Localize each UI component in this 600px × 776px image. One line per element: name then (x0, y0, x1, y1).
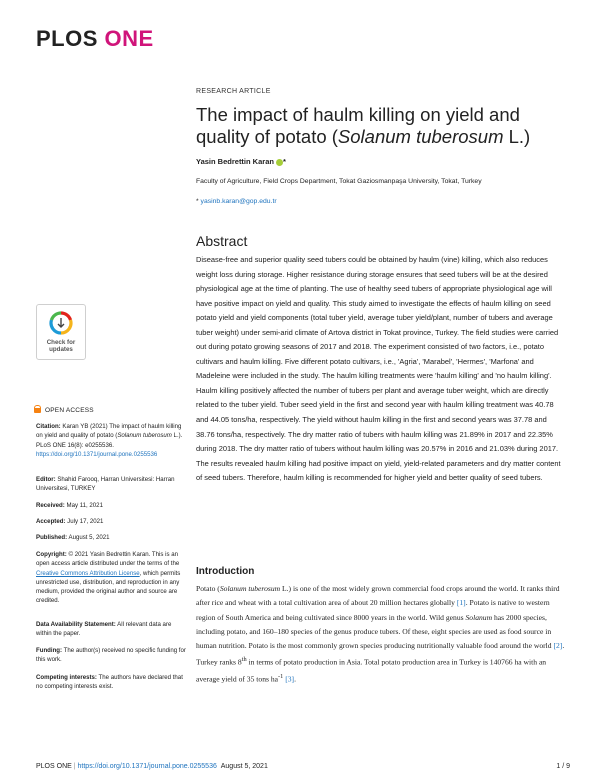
footer-journal: PLOS ONE (36, 763, 72, 770)
reference-link-3[interactable]: [3] (285, 674, 295, 684)
copyright-text-2: , which permits unrestricted use, distribution, and reproduction in any medium, provided the original author and source are credited. (36, 569, 181, 605)
citation-doi-link[interactable]: https://doi.org/10.1371/journal.pone.0255536 (36, 450, 158, 458)
article-type-label: RESEARCH ARTICLE (196, 88, 271, 95)
funding-block (36, 646, 186, 665)
accepted-date: July 17, 2021 (65, 518, 104, 525)
data-availability-block (36, 620, 186, 639)
page-number: 1 / 9 (556, 763, 570, 770)
footer-separator: | (71, 763, 78, 770)
competing-interests-block (36, 673, 186, 692)
intro-text-1: Potato ( (196, 584, 220, 593)
check-label-line2: updates (49, 346, 73, 353)
received-block (36, 501, 186, 510)
data-availability-label: Data Availability Statement: (36, 621, 116, 628)
open-access-lock-icon (34, 405, 41, 411)
citation-label: Citation: (36, 423, 61, 430)
article-title (196, 104, 576, 148)
logo-plos-text: PLOS (36, 26, 98, 51)
correspondence-email-line (196, 198, 277, 205)
editor-block (36, 475, 186, 494)
author-name[interactable]: Yasin Bedrettin Karan (196, 157, 274, 166)
published-block (36, 533, 186, 542)
check-for-updates-badge[interactable] (36, 304, 86, 360)
author-line (196, 157, 286, 166)
copyright-text-1: © 2021 Yasin Bedrettin Karan. This is an open access article distributed under the terms of the (36, 551, 180, 568)
accepted-label: Accepted: (36, 518, 66, 525)
author-affiliation: Faculty of Agriculture, Field Crops Department, Tokat Gaziosmanpaşa University, Tokat, Turkey (196, 178, 482, 185)
published-label: Published: (36, 534, 68, 541)
check-updates-icon (49, 311, 73, 335)
footer-date: August 5, 2021 (220, 763, 268, 770)
data-availability-text: All relevant data are within the paper. (36, 621, 172, 638)
reference-link-2[interactable]: [2] (553, 641, 563, 651)
page-footer (36, 763, 268, 770)
journal-logo (36, 26, 154, 52)
citation-text-2: L.). PLoS ONE 16(8): e0255536. (36, 432, 183, 449)
copyright-block (36, 550, 186, 606)
received-label: Received: (36, 502, 65, 509)
funding-label: Funding: (36, 647, 63, 654)
title-species-italic: Solanum tuberosum (337, 126, 504, 147)
received-date: May 11, 2021 (64, 502, 103, 509)
title-text-start: The impact of haulm killing on yield and quality of potato ( (196, 104, 520, 147)
corresponding-mark: * (282, 157, 286, 166)
intro-text-4: has 2000 species, including potato, and 160–180 species of the genus produce tubers. Of these, eight species are used as food source in human nutrition. Potato is the most commonly grown species producing nutritionally valuable food around the world (196, 612, 554, 651)
open-access-text: OPEN ACCESS (45, 407, 94, 414)
intro-text-2: L.) is one of the most widely grown commercial food crops around the world. It ranks third after rice and wheat with a total cultivation area of about 20 million hectares globally (196, 584, 560, 608)
abstract-body: Disease-free and superior quality seed tubers could be obtained by haulm (vine) killing, which also reduces weight loss during storage. Higher resistance during storage ensures that seed tubers will be at the desired physiological age at the time of planting. The use of healthy seed tubers of appropriate physiological age will have positive impact on yield and quality. This study aimed to investigate the effects of haulm killing on seed potato yield and yield components (total tuber yield, average tuber yield/plant, number of tubers and average tuber weight) under semi-arid climate of Artova district in Tokat province, Turkey. The field studies were carried out during potato growing seasons of 2017 and 2018. The experiment consisted of two factors, i.e., potato cultivars and haulm killing. Five different potato cultivars, i.e., 'Agria', 'Marabel', 'Hermes', 'Marfona' and Madeleine were included in the study. The haulm killing treatments were 'haulm killing' and 'no haulm killing'. Haulm killing positively affected the number of tubers per plant and average tuber weight, which are directly related to the tuber yield. Tuber seed yield in the first and second year with haulm killing treatment was 40.78 and 44.05 tons/ha, respectively. The yield without haulm killing in the first and second years was 37.78 and 38.76 tons/ha, respectively. The dry matter ratio of tubers with haulm killing was 21.89% in 2017 and 22.35% during 2018. The dry matter ratio of tubers without haulm killing was 20.57% in 2016 and 21.03% during 2017. The results revealed haulm killing had positive impact on yield, yield-related parameters and dry matter content of seed tubers. Therefore, haulm killing is recommended for higher yield and better quality of seed tubers. (196, 255, 561, 483)
intro-superscript-th: th (241, 656, 247, 664)
funding-text: The author(s) received no specific funding for this work. (36, 647, 186, 664)
intro-species-italic: Solanum tuberosum (219, 584, 281, 593)
open-access-label (34, 405, 94, 414)
orcid-icon[interactable] (276, 159, 283, 166)
competing-interests-label: Competing interests: (36, 674, 97, 681)
competing-interests-text: The authors have declared that no competing interests exist. (36, 674, 183, 691)
check-label-line1: Check for (46, 339, 76, 346)
license-link[interactable]: Creative Commons Attribution License (36, 569, 140, 577)
author-email-link[interactable]: yasinb.karan@gop.edu.tr (200, 198, 277, 205)
citation-text-1: Karan YB (2021) The impact of haulm killing on yield and quality of potato ( (36, 423, 182, 440)
email-star: * (196, 198, 199, 205)
title-text-end: L.) (503, 126, 531, 147)
copyright-label: Copyright: (36, 551, 67, 558)
intro-text-5: . Turkey ranks 8 (196, 641, 565, 668)
citation-block (36, 422, 186, 459)
introduction-heading: Introduction (196, 566, 255, 577)
footer-doi-link[interactable]: https://doi.org/10.1371/journal.pone.0255536 (77, 763, 217, 770)
editor-label: Editor: (36, 476, 56, 483)
published-date: August 5, 2021 (67, 534, 110, 541)
intro-genus-italic: Solanum (465, 612, 493, 622)
citation-italic: Solanum tuberosum (117, 432, 172, 440)
reference-link-1[interactable]: [1] (456, 598, 466, 608)
accepted-block (36, 517, 186, 526)
abstract-heading: Abstract (196, 233, 248, 249)
intro-superscript-unit: -1 (278, 673, 284, 681)
intro-text-7: . (294, 674, 296, 684)
intro-text-3: . Potato is native to western region of South America and being cultivated since 8000 years in the world. Wild genus (196, 598, 550, 622)
editor-text: Shahid Farooq, Harran Universitesi: Harran Universitesi, TURKEY (36, 476, 175, 493)
logo-one-text: ONE (104, 26, 154, 51)
intro-text-6: in terms of potato production in Asia. Total potato production area in Turkey is 140766 ha with an average yield of 35 tons ha (196, 658, 547, 684)
introduction-paragraph (196, 582, 568, 687)
